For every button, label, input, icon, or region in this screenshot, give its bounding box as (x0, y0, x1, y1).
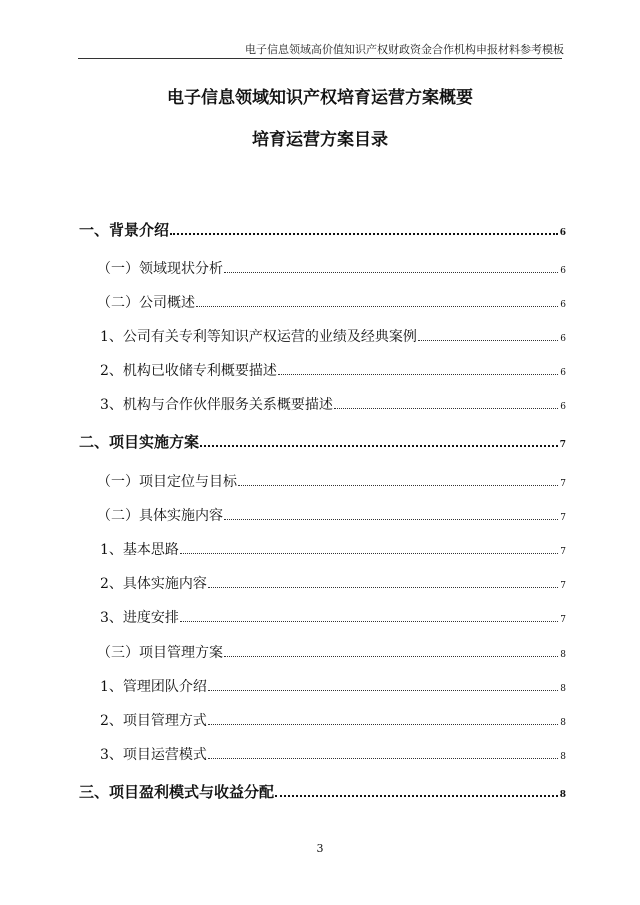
toc-entry-label: 一、背景介绍 (79, 221, 170, 239)
dot-leader (418, 340, 558, 341)
dot-leader (275, 795, 558, 797)
toc-entry-page: 8 (559, 790, 566, 800)
toc-entry-label: 1、公司有关专利等知识产权运营的业绩及经典案例 (100, 329, 417, 345)
toc-entry[interactable] (100, 742, 566, 764)
toc-entry-label: （一）领域现状分析 (97, 261, 223, 277)
dot-leader (334, 408, 558, 409)
document-title: 电子信息领域知识产权培育运营方案概要 (167, 88, 473, 108)
toc-entry-page: 6 (560, 402, 566, 412)
toc-entry[interactable] (97, 469, 566, 491)
toc-entry-label: 3、机构与合作伙伴服务关系概要描述 (100, 397, 333, 413)
dot-leader (170, 233, 558, 235)
dot-leader (224, 272, 558, 273)
toc-entry-label: 3、项目运营模式 (100, 747, 207, 763)
toc-entry[interactable] (79, 430, 566, 452)
toc-entry-page: 7 (560, 547, 566, 557)
toc-entry[interactable] (100, 358, 566, 380)
toc-entry-label: 3、进度安排 (100, 610, 179, 626)
toc-entry-page: 7 (559, 440, 566, 450)
toc-entry[interactable] (100, 571, 566, 593)
toc-entry[interactable] (100, 674, 566, 696)
dot-leader (238, 485, 558, 486)
page-number: 3 (316, 842, 324, 855)
dot-leader (224, 656, 558, 657)
toc-entry[interactable] (97, 640, 566, 662)
toc-entry-page: 6 (560, 266, 566, 276)
toc-entry-label: 1、管理团队介绍 (100, 679, 207, 695)
toc-entry[interactable] (100, 537, 566, 559)
toc-entry-label: 三、项目盈利模式与收益分配 (79, 783, 275, 801)
toc-entry-label: 2、机构已收储专利概要描述 (100, 363, 277, 379)
toc-entry-page: 7 (560, 615, 566, 625)
toc-entry-page: 7 (560, 581, 566, 591)
dot-leader (224, 519, 558, 520)
toc-title: 培育运营方案目录 (252, 130, 388, 150)
dot-leader (180, 621, 558, 622)
dot-leader (208, 587, 558, 588)
toc-entry-page: 8 (560, 684, 566, 694)
toc-entry-label: 1、基本思路 (100, 542, 179, 558)
toc-entry-page: 8 (560, 718, 566, 728)
toc-entry-label: （一）项目定位与目标 (97, 474, 237, 490)
dot-leader (208, 724, 558, 725)
toc-entry-label: 2、项目管理方式 (100, 713, 207, 729)
toc-entry-label: 二、项目实施方案 (79, 433, 200, 451)
toc-entry-page: 6 (560, 368, 566, 378)
toc-entry-label: 2、具体实施内容 (100, 576, 207, 592)
toc-entry-label: （二）具体实施内容 (97, 508, 223, 524)
toc-entry[interactable] (97, 503, 566, 525)
running-header: 电子信息领域高价值知识产权财政资金合作机构申报材料参考模板 (245, 43, 564, 56)
toc-entry-page: 7 (560, 479, 566, 489)
dot-leader (180, 553, 558, 554)
dot-leader (278, 374, 558, 375)
toc-entry-label: （三）项目管理方案 (97, 645, 223, 661)
toc-entry-page: 8 (560, 752, 566, 762)
toc-entry-page: 7 (560, 513, 566, 523)
dot-leader (208, 758, 558, 759)
toc-entry[interactable] (97, 290, 566, 312)
toc-entry-page: 6 (559, 228, 566, 238)
toc-entry-label: （二）公司概述 (97, 295, 195, 311)
toc-entry[interactable] (100, 708, 566, 730)
dot-leader (200, 445, 558, 447)
toc-entry-page: 6 (560, 334, 566, 344)
toc-entry[interactable] (100, 605, 566, 627)
dot-leader (208, 690, 558, 691)
toc-entry[interactable] (100, 324, 566, 346)
toc-entry-page: 6 (560, 300, 566, 310)
toc-entry[interactable] (100, 392, 566, 414)
dot-leader (196, 306, 558, 307)
toc-entry[interactable] (79, 780, 566, 802)
toc-entry-page: 8 (560, 650, 566, 660)
toc-entry[interactable] (79, 218, 566, 240)
toc-entry[interactable] (97, 256, 566, 278)
